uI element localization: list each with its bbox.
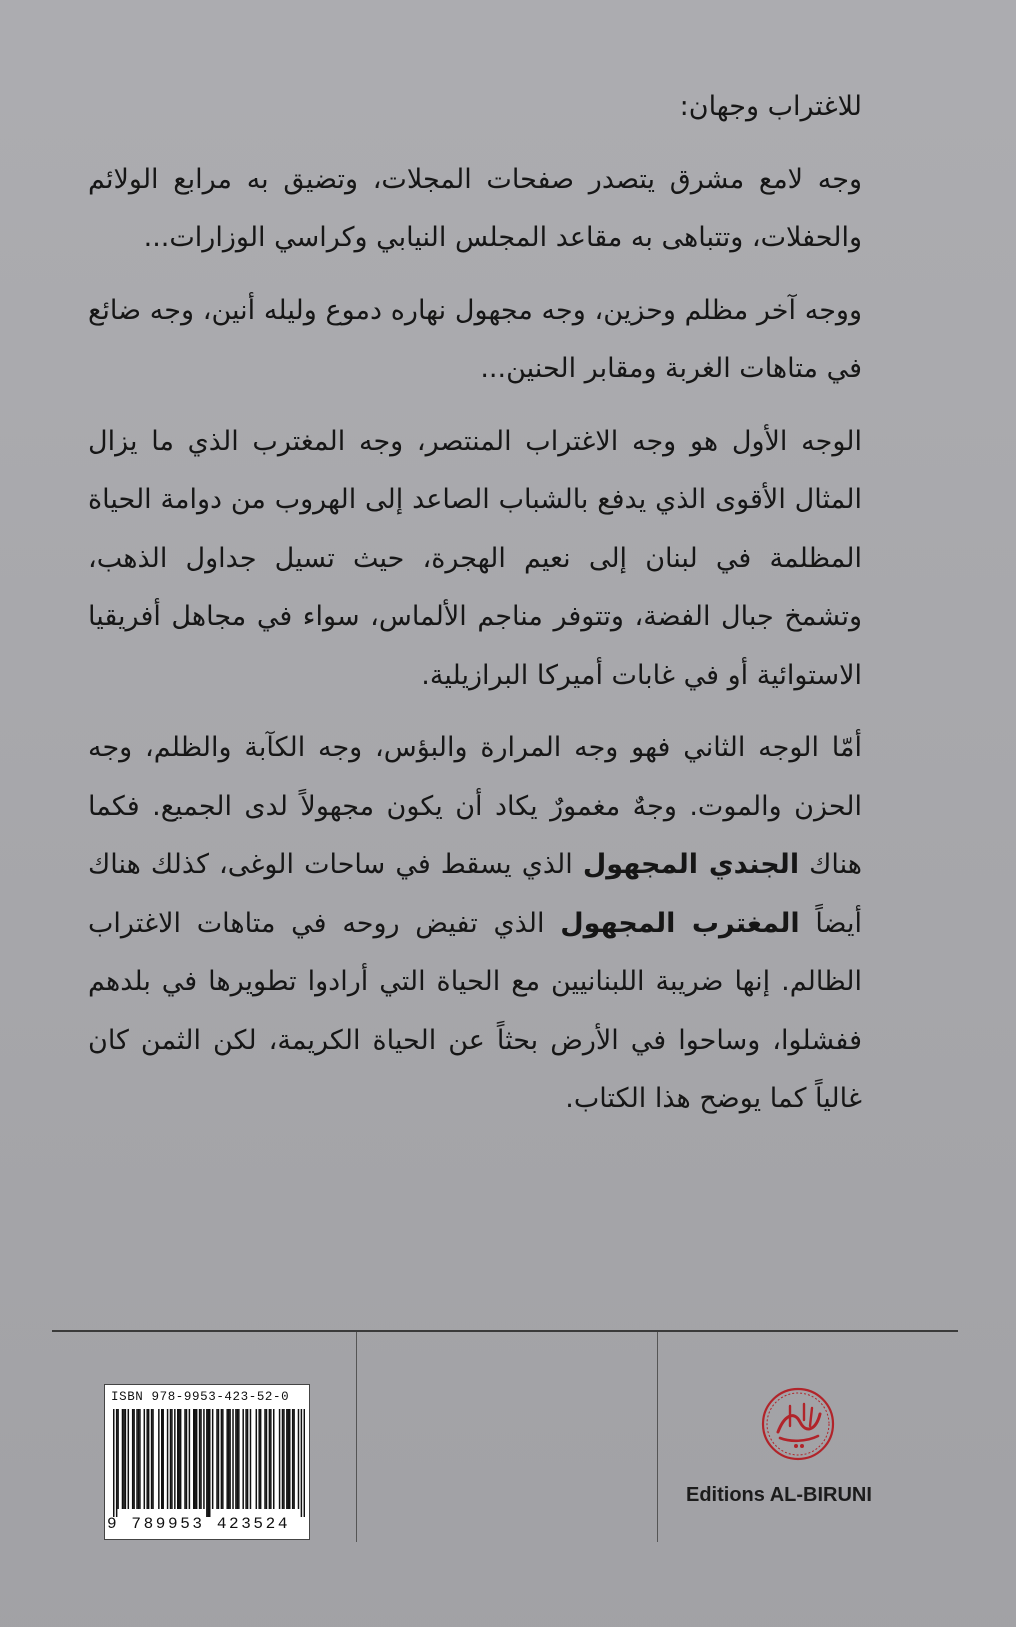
barcode-bar bbox=[286, 1409, 288, 1509]
barcode-bar bbox=[113, 1409, 115, 1517]
publisher-seal-icon bbox=[760, 1386, 836, 1462]
barcode-bar bbox=[266, 1409, 268, 1509]
barcode-bar bbox=[293, 1409, 295, 1509]
barcode-bar bbox=[174, 1409, 176, 1509]
barcode-bar bbox=[256, 1409, 257, 1509]
blurb-paragraph-2: ووجه آخر مظلم وحزين، وجه مجهول نهاره دموع وليله أنين، وجه ضائع في متاهات الغربة ومقابر الحنين... bbox=[88, 294, 862, 384]
blurb-text bbox=[88, 78, 920, 1143]
barcode-bar bbox=[133, 1409, 135, 1509]
barcode-bar bbox=[218, 1409, 220, 1509]
barcode-bar bbox=[152, 1409, 154, 1509]
barcode-bar bbox=[269, 1409, 271, 1509]
barcode-bar bbox=[212, 1409, 214, 1509]
barcode-bar bbox=[206, 1409, 208, 1517]
barcode-bar bbox=[238, 1409, 240, 1509]
divider-left bbox=[356, 1332, 357, 1542]
unknown-emigrant-phrase: المغترب المجهول bbox=[560, 907, 800, 939]
barcode-bar bbox=[171, 1409, 173, 1509]
isbn-label: ISBN 978-9953-423-52-0 bbox=[111, 1390, 290, 1404]
barcode-bar bbox=[292, 1409, 294, 1509]
barcode-bar bbox=[232, 1409, 234, 1509]
barcode-bar bbox=[216, 1409, 218, 1509]
barcode-bar bbox=[162, 1409, 164, 1509]
barcode-bar bbox=[209, 1409, 211, 1517]
barcode-bar bbox=[158, 1409, 160, 1509]
barcode-bar bbox=[226, 1409, 228, 1509]
blurb-paragraph-4-part1: أمّا الوجه الثاني فهو وجه المرارة والبؤس، وجه الكآبة والظلم، وجه الحزن والموت. وجهٌ مغمورٌ يكاد أن يكون مجهولاً لدى الجميع. فكما هناك bbox=[88, 732, 863, 880]
barcode-bar bbox=[289, 1409, 291, 1509]
barcode-bar bbox=[298, 1409, 300, 1509]
barcode-bar bbox=[304, 1409, 305, 1517]
publisher-name: Editions AL-BIRUNI bbox=[686, 1484, 872, 1506]
barcode-bar bbox=[222, 1409, 224, 1509]
barcode-bar bbox=[196, 1409, 198, 1509]
barcode-bar bbox=[279, 1409, 281, 1509]
barcode-bar bbox=[260, 1409, 262, 1509]
barcode-bar bbox=[203, 1409, 205, 1509]
bottom-divider bbox=[52, 1330, 958, 1332]
barcode-bar bbox=[189, 1409, 191, 1509]
barcode-bar bbox=[178, 1409, 180, 1509]
barcode-bar bbox=[242, 1409, 244, 1509]
barcode-bar bbox=[194, 1409, 196, 1509]
barcode-bar bbox=[125, 1409, 127, 1509]
barcode-bar bbox=[229, 1409, 231, 1509]
barcode-bar bbox=[258, 1409, 260, 1509]
barcode-bar bbox=[264, 1409, 266, 1509]
barcode-bar bbox=[139, 1409, 141, 1509]
barcode-bar bbox=[122, 1409, 124, 1509]
barcode-bar bbox=[132, 1409, 134, 1509]
barcode-digits: 9 789953 423524 bbox=[107, 1515, 291, 1533]
barcode-bar bbox=[148, 1409, 150, 1509]
barcode-bar bbox=[228, 1409, 230, 1509]
divider-right bbox=[657, 1332, 658, 1542]
barcode-bar bbox=[177, 1409, 179, 1509]
blurb-paragraph-4-part2: الذي يسقط في ساحات الوغى، كذلك هناك أيضاً bbox=[88, 849, 862, 939]
barcode-bar bbox=[184, 1409, 186, 1509]
barcode-bar bbox=[208, 1409, 210, 1517]
blurb-paragraph-3: الوجه الأول هو وجه الاغتراب المنتصر، وجه المغترب الذي ما يزال المثال الأقوى الذي يدفع بالشباب الصاعد إلى الهروب من دوامة الحياة المظلمة في لبنان إلى نعيم الهجرة، حيث تسيل جداول الذهب، وتشمخ جبال الفضة، وتتوفر مناجم الألماس، سواء في مجاهل أفريقيا الاستوائية أو في غابات أميركا البرازيلية. bbox=[88, 425, 862, 691]
barcode-bar bbox=[146, 1409, 148, 1509]
barcode-bar bbox=[144, 1409, 146, 1509]
barcode-bar bbox=[221, 1409, 223, 1509]
barcode-bar bbox=[245, 1409, 247, 1509]
barcode-bar bbox=[161, 1409, 163, 1509]
barcode-bar bbox=[116, 1409, 118, 1517]
barcode-bar bbox=[199, 1409, 201, 1509]
barcode-bar bbox=[283, 1409, 285, 1509]
blurb-paragraph-1: وجه لامع مشرق يتصدر صفحات المجلات، وتضيق به مرابع الولائم والحفلات، وتتباهى به مقاعد المجلس النيابي وكراسي الوزارات... bbox=[88, 163, 862, 253]
blurb-paragraph-4 bbox=[88, 719, 920, 1129]
barcode-bar bbox=[151, 1409, 153, 1509]
blurb-paragraph-4-part3: الذي تفيض روحه في متاهات الاغتراب الظالم. إنها ضريبة اللبنانيين مع الحياة التي أرادوا تطويرها في بلدهم ففشلوا، وساحوا في الأرض بحثاً عن الحياة الكريمة، لكن الثمن كان غالياً كما يوضح هذا الكتاب. bbox=[88, 907, 862, 1114]
barcode-bar bbox=[282, 1409, 284, 1509]
barcode-bars bbox=[113, 1409, 305, 1517]
barcode-bar bbox=[167, 1409, 169, 1509]
barcode-bar bbox=[117, 1409, 119, 1509]
barcode-bar bbox=[247, 1409, 249, 1509]
barcode-bar bbox=[180, 1409, 182, 1509]
barcode-bar bbox=[200, 1409, 202, 1509]
barcode-bar bbox=[170, 1409, 172, 1509]
barcode-bar bbox=[138, 1409, 140, 1509]
barcode-bar bbox=[136, 1409, 138, 1509]
barcode-bar bbox=[235, 1409, 237, 1509]
blurb-heading: للاغتراب وجهان: bbox=[679, 91, 862, 122]
barcode-bar bbox=[193, 1409, 195, 1509]
isbn-barcode bbox=[104, 1384, 310, 1540]
barcode-bar bbox=[301, 1409, 303, 1517]
barcode-bar bbox=[270, 1409, 272, 1509]
barcode-bar bbox=[237, 1409, 239, 1509]
barcode-bar bbox=[250, 1409, 252, 1509]
unknown-soldier-phrase: الجندي المجهول bbox=[582, 849, 800, 880]
barcode-bar bbox=[128, 1409, 130, 1509]
barcode-bar bbox=[186, 1409, 188, 1509]
barcode-bar bbox=[273, 1409, 275, 1509]
barcode-bar bbox=[123, 1409, 125, 1509]
barcode-bar bbox=[288, 1409, 290, 1509]
